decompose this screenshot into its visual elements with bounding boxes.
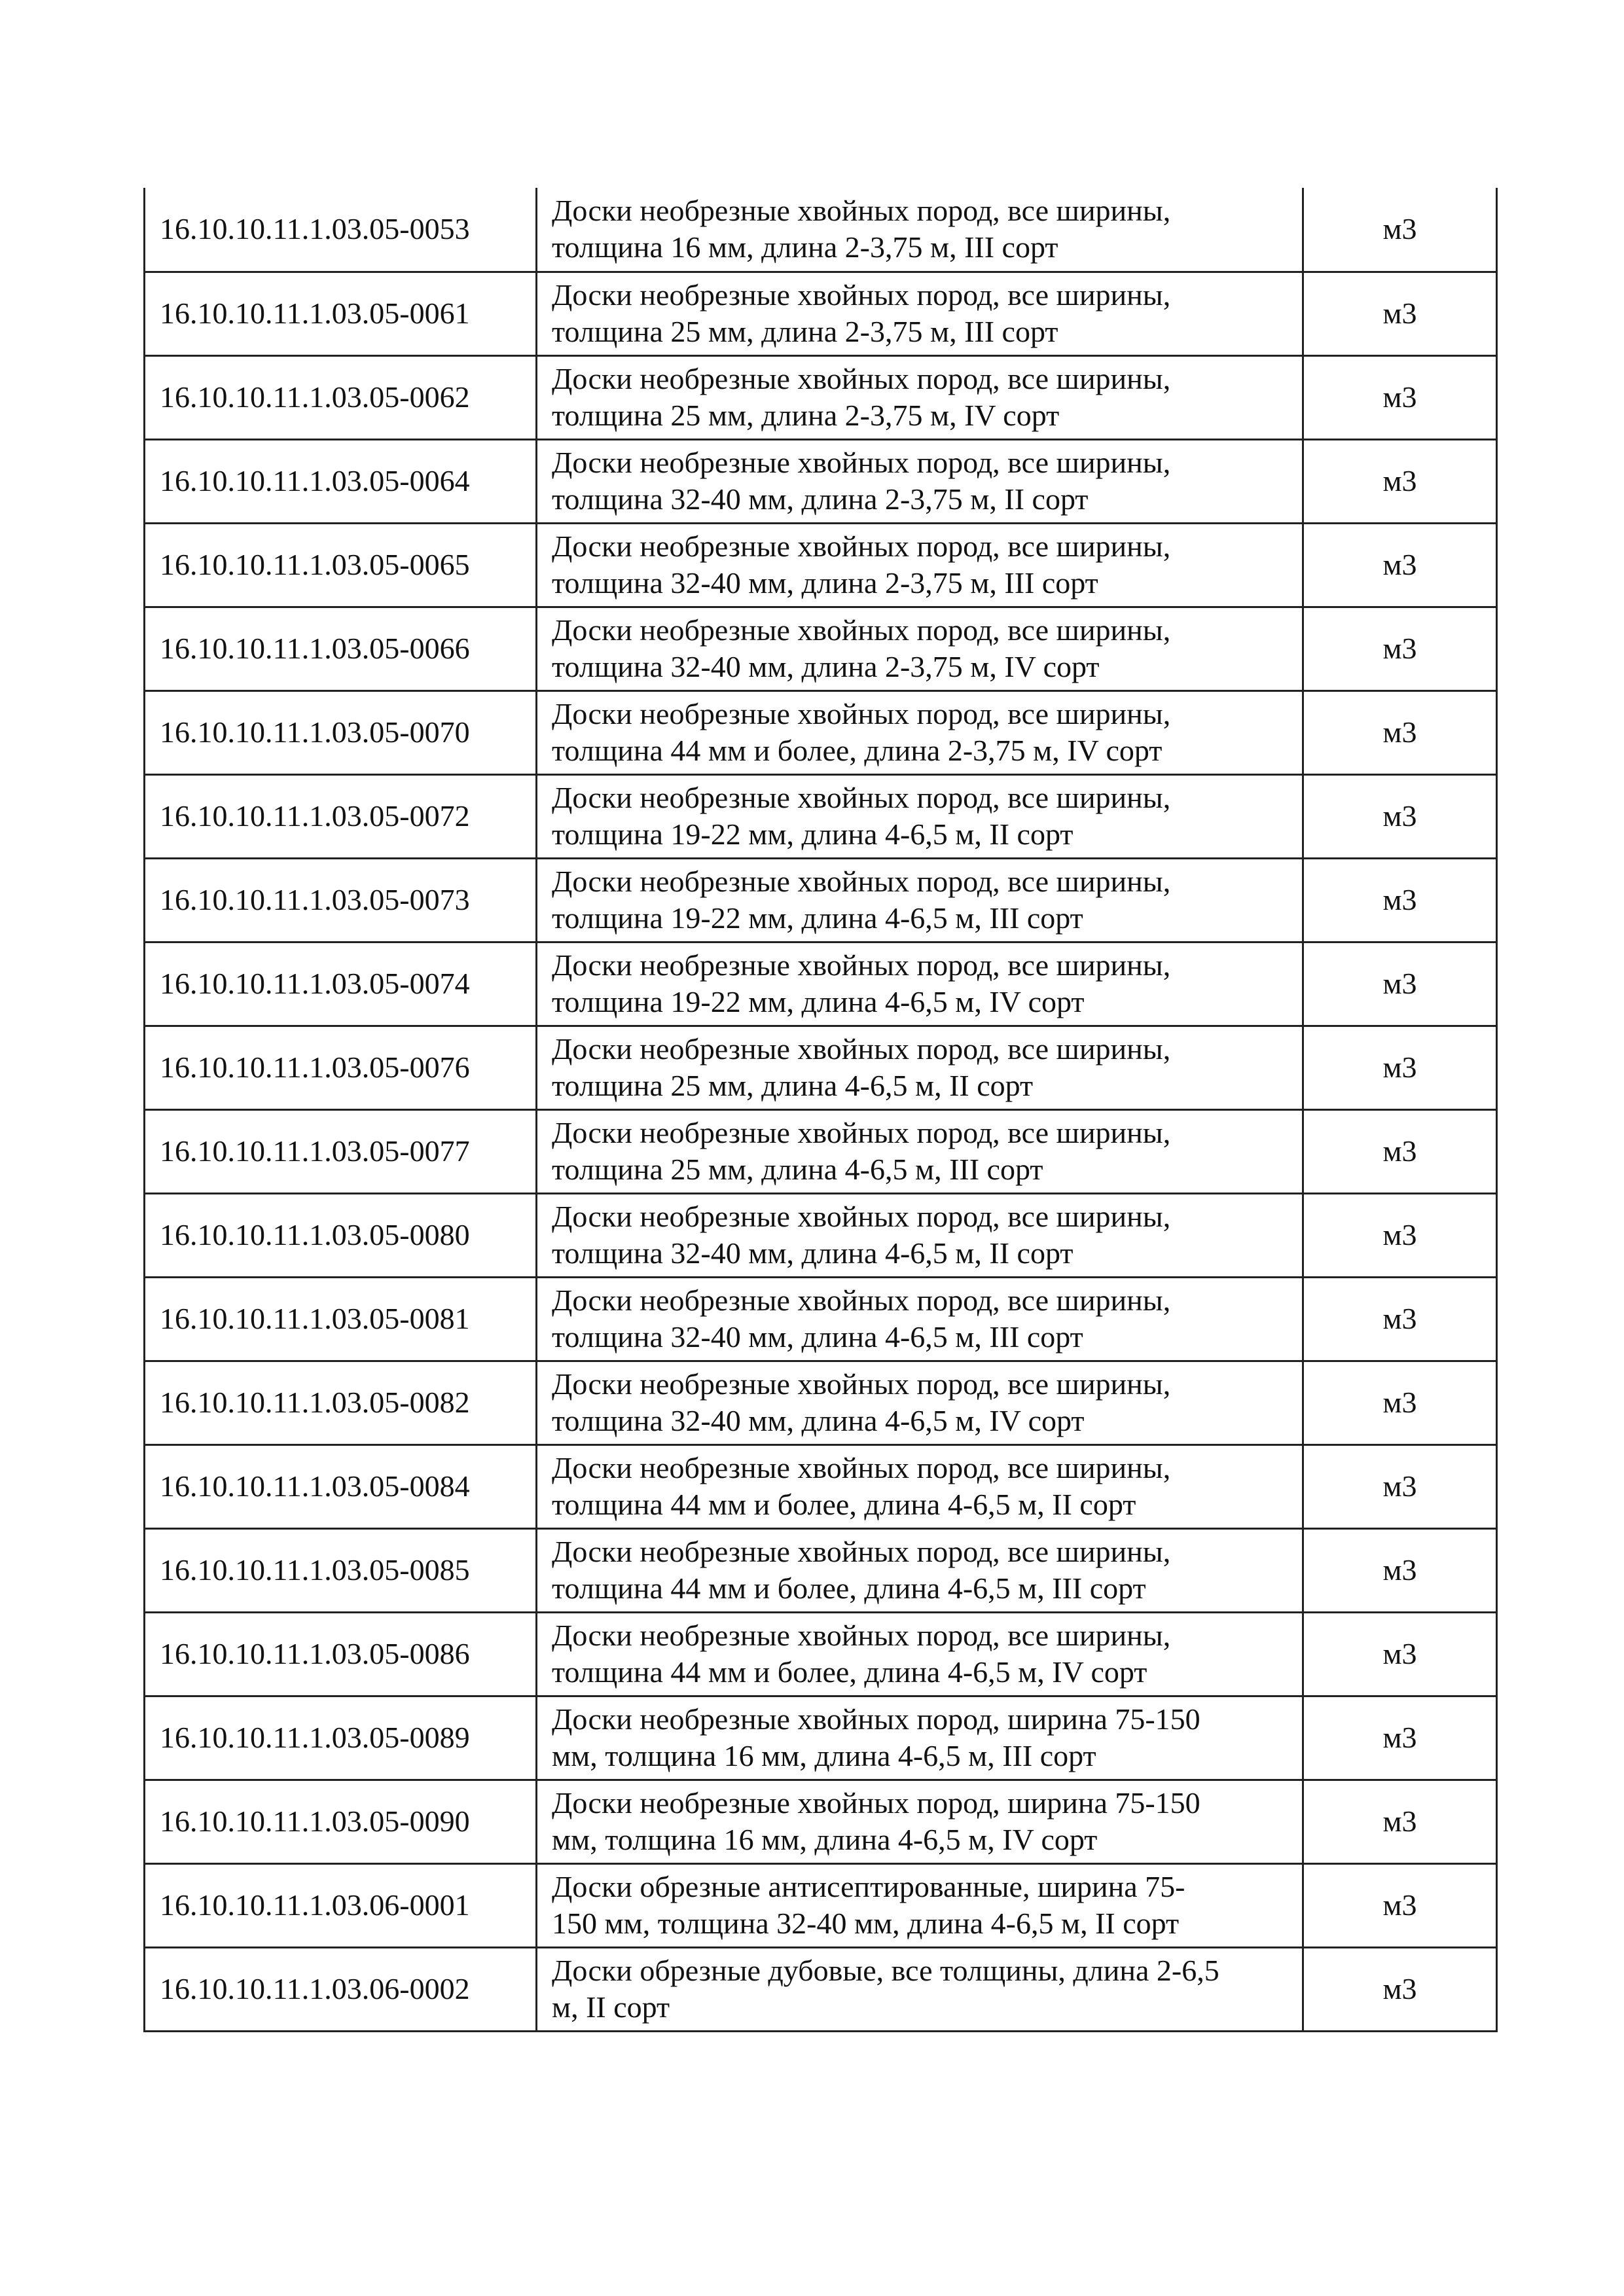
material-code: 16.10.10.11.1.03.05-0070 (145, 691, 537, 774)
material-name-line: Доски необрезные хвойных пород, все ширины, (552, 1200, 1171, 1233)
material-name (537, 691, 1303, 774)
material-code: 16.10.10.11.1.03.06-0002 (145, 1947, 537, 2031)
material-code: 16.10.10.11.1.03.05-0064 (145, 439, 537, 523)
material-name-line: Доски необрезные хвойных пород, все ширины, (552, 529, 1171, 563)
material-name (537, 1612, 1303, 1696)
table-row (145, 439, 1497, 523)
table-row (145, 858, 1497, 942)
material-unit: м3 (1303, 691, 1497, 774)
material-name-line: Доски необрезные хвойных пород, все ширины, (552, 1535, 1171, 1568)
material-unit: м3 (1303, 1947, 1497, 2031)
material-name-line: толщина 32-40 мм, длина 2-3,75 м, II сорт (552, 482, 1089, 516)
material-name (537, 1947, 1303, 2031)
materials-table-body (145, 188, 1497, 2031)
material-code: 16.10.10.11.1.03.05-0090 (145, 1780, 537, 1863)
material-unit: м3 (1303, 523, 1497, 607)
material-name-line: толщина 19-22 мм, длина 4-6,5 м, III сорт (552, 901, 1083, 935)
material-name-line: м, II сорт (552, 1990, 670, 2024)
material-code: 16.10.10.11.1.03.05-0076 (145, 1026, 537, 1109)
material-unit: м3 (1303, 942, 1497, 1026)
table-row (145, 774, 1497, 858)
material-name-line: толщина 25 мм, длина 4-6,5 м, II сорт (552, 1069, 1034, 1102)
table-row (145, 272, 1497, 355)
material-code: 16.10.10.11.1.03.05-0089 (145, 1696, 537, 1780)
material-code: 16.10.10.11.1.03.05-0072 (145, 774, 537, 858)
table-row (145, 1696, 1497, 1780)
material-unit: м3 (1303, 188, 1497, 272)
material-name-line: Доски обрезные антисептированные, ширина 75- (552, 1870, 1185, 1903)
material-unit: м3 (1303, 607, 1497, 691)
material-code: 16.10.10.11.1.03.05-0085 (145, 1528, 537, 1612)
material-name-line: толщина 19-22 мм, длина 4-6,5 м, II сорт (552, 817, 1074, 851)
material-name (537, 607, 1303, 691)
material-name-line: Доски необрезные хвойных пород, все ширины, (552, 1451, 1171, 1484)
material-code: 16.10.10.11.1.03.05-0061 (145, 272, 537, 355)
material-code: 16.10.10.11.1.03.05-0066 (145, 607, 537, 691)
material-name-line: Доски необрезные хвойных пород, все ширины, (552, 948, 1171, 982)
material-unit: м3 (1303, 1528, 1497, 1612)
material-name (537, 1863, 1303, 1947)
material-name (537, 858, 1303, 942)
material-unit: м3 (1303, 774, 1497, 858)
material-code: 16.10.10.11.1.03.05-0082 (145, 1361, 537, 1444)
material-code: 16.10.10.11.1.03.05-0053 (145, 188, 537, 272)
material-code: 16.10.10.11.1.03.05-0065 (145, 523, 537, 607)
table-row (145, 1528, 1497, 1612)
material-code: 16.10.10.11.1.03.05-0062 (145, 355, 537, 439)
table-row (145, 691, 1497, 774)
material-unit: м3 (1303, 439, 1497, 523)
material-name-line: Доски необрезные хвойных пород, ширина 75-150 (552, 1702, 1200, 1736)
material-name-line: Доски необрезные хвойных пород, все ширины, (552, 613, 1171, 647)
material-name-line: толщина 32-40 мм, длина 2-3,75 м, III сорт (552, 566, 1098, 600)
material-name-line: Доски необрезные хвойных пород, все ширины, (552, 697, 1171, 730)
material-code: 16.10.10.11.1.03.05-0086 (145, 1612, 537, 1696)
table-row (145, 607, 1497, 691)
material-unit: м3 (1303, 1696, 1497, 1780)
material-name-line: толщина 25 мм, длина 2-3,75 м, III сорт (552, 315, 1058, 348)
material-code: 16.10.10.11.1.03.05-0080 (145, 1193, 537, 1277)
table-row (145, 1193, 1497, 1277)
materials-table (143, 188, 1498, 2032)
material-code: 16.10.10.11.1.03.05-0073 (145, 858, 537, 942)
material-name-line: Доски обрезные дубовые, все толщины, длина 2-6,5 (552, 1954, 1219, 1987)
material-name-line: толщина 25 мм, длина 2-3,75 м, IV сорт (552, 399, 1060, 432)
table-row (145, 1863, 1497, 1947)
table-row (145, 188, 1497, 272)
material-name (537, 439, 1303, 523)
material-name-line: толщина 25 мм, длина 4-6,5 м, III сорт (552, 1153, 1043, 1186)
material-unit: м3 (1303, 1109, 1497, 1193)
material-name-line: толщина 32-40 мм, длина 4-6,5 м, II сорт (552, 1236, 1074, 1270)
material-unit: м3 (1303, 1277, 1497, 1361)
material-name-line: толщина 16 мм, длина 2-3,75 м, III сорт (552, 230, 1058, 264)
material-name-line: толщина 19-22 мм, длина 4-6,5 м, IV сорт (552, 985, 1085, 1018)
table-row (145, 1026, 1497, 1109)
material-code: 16.10.10.11.1.03.05-0077 (145, 1109, 537, 1193)
material-name (537, 1444, 1303, 1528)
material-name-line: Доски необрезные хвойных пород, все ширины, (552, 1116, 1171, 1149)
table-row (145, 1109, 1497, 1193)
material-name-line: мм, толщина 16 мм, длина 4-6,5 м, III сорт (552, 1739, 1096, 1772)
table-row (145, 1277, 1497, 1361)
material-name-line: толщина 44 мм и более, длина 4-6,5 м, III сорт (552, 1571, 1146, 1605)
material-unit: м3 (1303, 272, 1497, 355)
material-unit: м3 (1303, 1026, 1497, 1109)
material-code: 16.10.10.11.1.03.05-0074 (145, 942, 537, 1026)
material-name-line: Доски необрезные хвойных пород, все ширины, (552, 278, 1171, 312)
material-name (537, 1277, 1303, 1361)
material-name (537, 523, 1303, 607)
material-name-line: Доски необрезные хвойных пород, все ширины, (552, 1283, 1171, 1317)
material-name (537, 1696, 1303, 1780)
material-unit: м3 (1303, 1361, 1497, 1444)
material-name-line: толщина 32-40 мм, длина 4-6,5 м, IV сорт (552, 1404, 1085, 1437)
material-name-line: Доски необрезные хвойных пород, все ширины, (552, 1619, 1171, 1652)
material-unit: м3 (1303, 1863, 1497, 1947)
table-row (145, 355, 1497, 439)
material-unit: м3 (1303, 1612, 1497, 1696)
material-name (537, 1109, 1303, 1193)
table-row (145, 1444, 1497, 1528)
table-row (145, 1947, 1497, 2031)
material-name (537, 188, 1303, 272)
material-name (537, 1361, 1303, 1444)
material-name-line: толщина 32-40 мм, длина 2-3,75 м, IV сорт (552, 650, 1100, 683)
material-name (537, 774, 1303, 858)
material-unit: м3 (1303, 1444, 1497, 1528)
material-name-line: толщина 44 мм и более, длина 4-6,5 м, IV сорт (552, 1655, 1147, 1689)
material-unit: м3 (1303, 858, 1497, 942)
table-row (145, 1612, 1497, 1696)
table-row (145, 942, 1497, 1026)
material-name-line: Доски необрезные хвойных пород, все ширины, (552, 1032, 1171, 1066)
material-name-line: Доски необрезные хвойных пород, все ширины, (552, 446, 1171, 479)
material-name-line: толщина 44 мм и более, длина 4-6,5 м, II сорт (552, 1488, 1136, 1521)
material-code: 16.10.10.11.1.03.06-0001 (145, 1863, 537, 1947)
material-name (537, 272, 1303, 355)
material-name-line: 150 мм, толщина 32-40 мм, длина 4-6,5 м, II сорт (552, 1907, 1180, 1940)
material-code: 16.10.10.11.1.03.05-0084 (145, 1444, 537, 1528)
material-name-line: Доски необрезные хвойных пород, все ширины, (552, 362, 1171, 395)
material-name (537, 1026, 1303, 1109)
table-row (145, 523, 1497, 607)
material-name-line: Доски необрезные хвойных пород, все ширины, (552, 194, 1171, 228)
material-name (537, 942, 1303, 1026)
material-unit: м3 (1303, 1193, 1497, 1277)
material-unit: м3 (1303, 355, 1497, 439)
material-unit: м3 (1303, 1780, 1497, 1863)
material-name-line: Доски необрезные хвойных пород, все ширины, (552, 1367, 1171, 1401)
material-code: 16.10.10.11.1.03.05-0081 (145, 1277, 537, 1361)
material-name-line: мм, толщина 16 мм, длина 4-6,5 м, IV сорт (552, 1823, 1098, 1856)
material-name (537, 1780, 1303, 1863)
material-name (537, 355, 1303, 439)
table-row (145, 1361, 1497, 1444)
material-name-line: Доски необрезные хвойных пород, ширина 75-150 (552, 1786, 1200, 1820)
material-name-line: Доски необрезные хвойных пород, все ширины, (552, 781, 1171, 814)
material-name-line: толщина 44 мм и более, длина 2-3,75 м, IV сорт (552, 734, 1163, 767)
table-row (145, 1780, 1497, 1863)
material-name (537, 1528, 1303, 1612)
material-name-line: Доски необрезные хвойных пород, все ширины, (552, 865, 1171, 898)
material-name (537, 1193, 1303, 1277)
material-name-line: толщина 32-40 мм, длина 4-6,5 м, III сорт (552, 1320, 1083, 1354)
